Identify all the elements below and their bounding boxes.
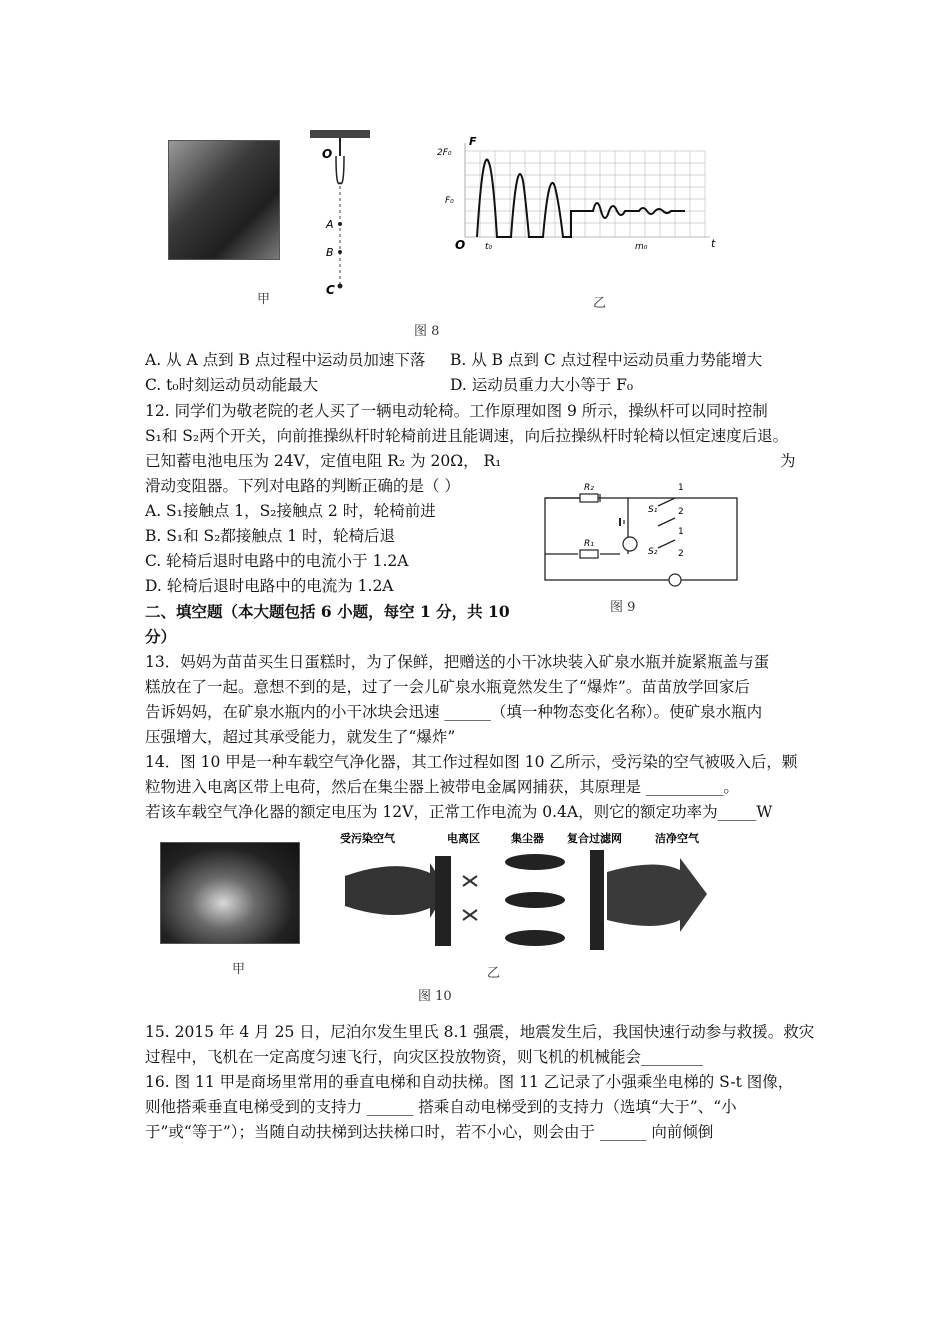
terminal-2-top: 2 bbox=[678, 507, 684, 517]
point-a: A bbox=[326, 218, 334, 231]
point-c: C bbox=[326, 283, 335, 297]
section2-heading-line-2: 分） bbox=[145, 627, 177, 646]
label-r2: R₂ bbox=[584, 483, 594, 493]
y-tick-2f0: 2F₀ bbox=[437, 148, 452, 158]
label-clean-air: 洁净空气 bbox=[655, 832, 699, 845]
ionization-plate bbox=[435, 856, 451, 946]
collector-plate-1 bbox=[505, 854, 565, 870]
composite-filter-plate bbox=[590, 850, 604, 950]
q12-option-b: B. S₁和 S₂都接触点 1 时，轮椅后退 bbox=[145, 527, 396, 545]
q14-line-1: 14．图 10 甲是一种车载空气净化器，其工作过程如图 10 乙所示，受污染的空气被吸入后，颗 bbox=[145, 753, 798, 771]
q16-line-2: 则他搭乘垂直电梯受到的支持力 ______ 搭乘自动电梯受到的支持力（选填“大于”、“小 bbox=[145, 1098, 737, 1116]
q14-line-2: 粒物进入电离区带上电荷，然后在集尘器上被带电金属网捕获，其原理是 __________。 bbox=[145, 778, 739, 796]
q12-line-2: S₁和 S₂两个开关，向前推操纵杆时轮椅前进且能调速，向后拉操纵杆时轮椅以恒定速度后退。 bbox=[145, 427, 789, 445]
clean-air-arrow bbox=[607, 858, 707, 932]
q15-line-1: 15. 2015 年 4 月 25 日，尼泊尔发生里氏 8.1 强震，地震发生后，我国快速行动参与救援。救灾 bbox=[145, 1023, 815, 1041]
figure10-photo-purifier bbox=[160, 842, 300, 944]
label-ionization-zone: 电离区 bbox=[447, 832, 480, 845]
q12-option-c: C. 轮椅后退时电路中的电流小于 1.2A bbox=[145, 552, 409, 570]
collector-plate-3 bbox=[505, 930, 565, 946]
figure9-circuit-diagram bbox=[540, 474, 745, 589]
figure10-purifier-diagram bbox=[335, 828, 735, 963]
resistor-r1 bbox=[580, 550, 598, 558]
q12-line-4: 滑动变阻器。下列对电路的判断正确的是（ ） bbox=[145, 477, 460, 495]
q16-line-3: 于”或“等于”）；当随自动扶梯到达扶梯口时，若不小心，则会由于 ______ 向前倾倒 bbox=[145, 1123, 714, 1141]
label-dust-collector: 集尘器 bbox=[511, 832, 544, 845]
figure8-pendulum-diagram bbox=[300, 128, 380, 303]
q11-option-a: A. 从 A 点到 B 点过程中运动员加速下落 bbox=[145, 351, 426, 369]
collector-plate-2 bbox=[505, 892, 565, 908]
y-axis-label: F bbox=[469, 135, 477, 148]
figure10-label-left: 甲 bbox=[232, 962, 246, 977]
force-curve bbox=[477, 159, 685, 237]
polluted-air-arrow bbox=[345, 863, 447, 918]
bulb-symbol bbox=[669, 574, 681, 586]
q13-line-1: 13．妈妈为苗苗买生日蛋糕时，为了保鲜，把赠送的小干冰块装入矿泉水瓶并旋紧瓶盖与蛋 bbox=[145, 653, 770, 671]
motor-symbol bbox=[623, 537, 637, 551]
point-b: B bbox=[326, 246, 334, 259]
q12-option-d: D. 轮椅后退时电路中的电流为 1.2A bbox=[145, 577, 394, 595]
q13-line-2: 糕放在了一起。意想不到的是，过了一会儿矿泉水瓶竟然发生了“爆炸”。苗苗放学回家后 bbox=[145, 678, 750, 696]
q11-option-d: D. 运动员重力大小等于 F₀ bbox=[450, 376, 634, 394]
section2-heading-line-1: 二、填空题（本大题包括 6 小题，每空 1 分，共 10 bbox=[145, 602, 510, 621]
q16-line-1: 16. 图 11 甲是商场里常用的垂直电梯和自动扶梯。图 11 乙记录了小强乘坐电梯的 S-t 图像， bbox=[145, 1073, 794, 1091]
origin-label: O bbox=[455, 238, 466, 252]
q12-line-3-end: 为 bbox=[780, 452, 796, 470]
figure8-force-time-graph bbox=[425, 133, 725, 253]
rope-loop bbox=[336, 156, 344, 184]
q13-line-4: 压强增大，超过其承受能力，就发生了“爆炸” bbox=[145, 728, 456, 746]
x-tick-t0: t₀ bbox=[485, 242, 493, 252]
q15-line-2: 过程中，飞机在一定高度匀速飞行，向灾区投放物资，则飞机的机械能会________ bbox=[145, 1048, 704, 1066]
label-polluted-air: 受污染空气 bbox=[340, 832, 395, 845]
label-s2: S₂ bbox=[648, 547, 658, 557]
q12-line-3: 已知蓄电池电压为 24V，定值电阻 R₂ 为 20Ω， R₁ bbox=[145, 452, 502, 470]
label-r1: R₁ bbox=[584, 539, 594, 549]
q11-option-b: B. 从 B 点到 C 点过程中运动员重力势能增大 bbox=[450, 351, 763, 369]
figure8-photo-bungee bbox=[168, 140, 280, 260]
terminal-1-bottom: 1 bbox=[678, 527, 684, 537]
figure10-caption: 图 10 bbox=[418, 989, 452, 1004]
figure10-label-right: 乙 bbox=[487, 966, 501, 981]
y-tick-f0: F₀ bbox=[445, 196, 454, 206]
q12-line-1: 12. 同学们为敬老院的老人买了一辆电动轮椅。工作原理如图 9 所示，操纵杆可以同时控制 bbox=[145, 402, 768, 420]
graph-grid bbox=[465, 151, 705, 237]
q13-line-3: 告诉妈妈，在矿泉水瓶内的小干冰块会迅速 ______（填一种物态变化名称）。使矿泉水瓶内 bbox=[145, 703, 763, 721]
figure8-label-left: 甲 bbox=[257, 292, 271, 307]
terminal-2-bottom: 2 bbox=[678, 549, 684, 559]
point-o: O bbox=[322, 147, 333, 161]
q14-line-3: 若该车载空气净化器的额定电压为 12V，正常工作电流为 0.4A，则它的额定功率为_____W bbox=[145, 803, 773, 821]
figure9-caption: 图 9 bbox=[610, 600, 636, 615]
x-tick-m0: m₀ bbox=[635, 242, 648, 252]
resistor-r2 bbox=[580, 494, 598, 502]
label-s1: S₁ bbox=[648, 505, 658, 515]
q11-option-c: C. t₀时刻运动员动能最大 bbox=[145, 376, 319, 394]
ceiling-bar bbox=[310, 130, 370, 138]
q12-option-a: A. S₁接触点 1，S₂接触点 2 时，轮椅前进 bbox=[145, 502, 436, 520]
figure8-label-right: 乙 bbox=[593, 296, 607, 311]
terminal-1-top: 1 bbox=[678, 483, 684, 493]
label-composite-filter: 复合过滤网 bbox=[567, 832, 622, 845]
x-axis-label: t bbox=[711, 237, 716, 250]
figure8-caption: 图 8 bbox=[414, 324, 440, 339]
